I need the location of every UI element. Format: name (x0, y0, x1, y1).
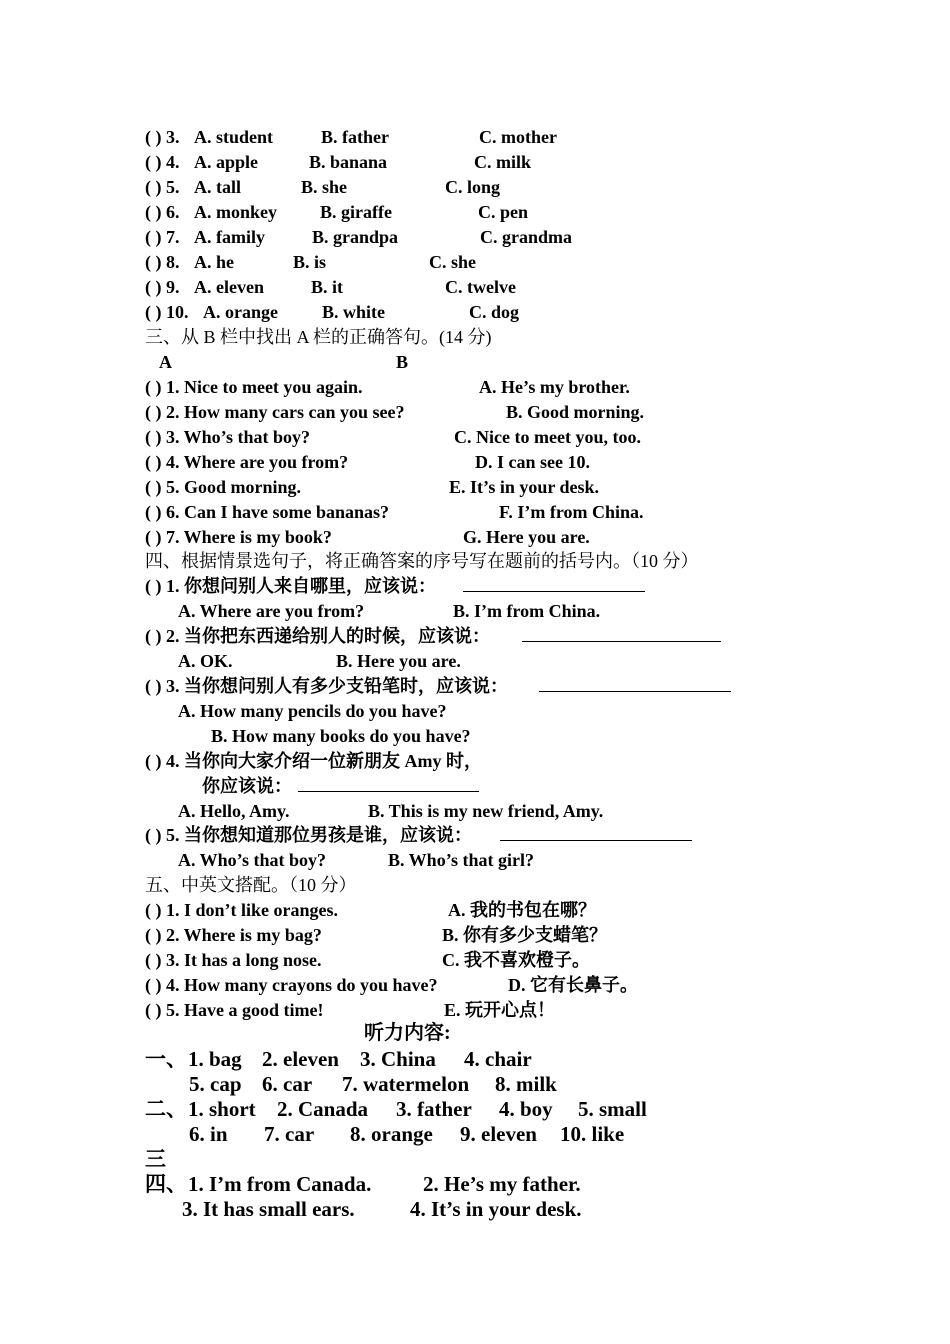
question: ( ) 4. How many crayons do you have? (145, 975, 438, 995)
option-a: A. he (194, 252, 234, 272)
question-text: ( ) 5. 当你想知道那位男孩是谁，应该说： (145, 825, 472, 845)
answer-paren: ( ) 4. (145, 152, 180, 172)
option-b: B. giraffe (320, 202, 392, 222)
question-text: ( ) 1. 你想问别人来自哪里，应该说： (145, 576, 436, 596)
listening-item: 2. Canada (277, 1097, 369, 1121)
option-b: B. This is my new friend, Amy. (368, 801, 604, 821)
option-a: A. Who’s that boy? (178, 850, 327, 870)
option-a: A. orange (203, 302, 278, 322)
option-b: B. is (293, 252, 327, 272)
listening-item: 4. It’s in your desk. (410, 1197, 582, 1221)
answer: E. It’s in your desk. (449, 477, 600, 497)
column-label-a: A (159, 352, 172, 372)
option-b: B. father (321, 127, 389, 147)
option-b: B. Who’s that girl? (388, 850, 535, 870)
section-label: 一、 (145, 1047, 187, 1071)
answer-blank (463, 575, 645, 597)
option-b: B. grandpa (312, 227, 399, 247)
section-label: 二、 (145, 1097, 187, 1121)
question: ( ) 2. Where is my bag? (145, 925, 322, 945)
option-a: A. monkey (194, 202, 278, 222)
answer: C. 我不喜欢橙子。 (442, 950, 590, 970)
listening-item: 3. It has small ears. (182, 1197, 355, 1221)
answer-paren: ( ) 9. (145, 277, 180, 297)
listening-item: 10. like (560, 1122, 625, 1146)
option-a: A. How many pencils do you have? (178, 701, 447, 721)
option-c: C. she (429, 252, 477, 272)
section-heading: 五、中英文搭配。（10 分） (145, 875, 357, 895)
option-a: A. tall (194, 177, 241, 197)
answer: A. He’s my brother. (479, 377, 630, 397)
section-label: 四、 (145, 1172, 187, 1196)
section-heading: 四、根据情景选句子，将正确答案的序号写在题前的括号内。（10 分） (145, 551, 699, 571)
question: ( ) 6. Can I have some bananas? (145, 502, 390, 522)
listening-item: 8. orange (350, 1122, 433, 1146)
option-c: C. pen (478, 202, 529, 222)
answer-blank (500, 824, 692, 846)
question: ( ) 4. Where are you from? (145, 452, 349, 472)
option-b: B. banana (309, 152, 388, 172)
column-label-b: B (396, 352, 409, 372)
question: ( ) 3. It has a long nose. (145, 950, 322, 970)
question-text: ( ) 4. 当你向大家介绍一位新朋友 Amy 时， (145, 751, 482, 771)
option-a: A. eleven (194, 277, 264, 297)
answer-blank (522, 625, 721, 647)
option-a: A. family (194, 227, 265, 247)
listening-item: 1. I’m from Canada. (188, 1172, 372, 1196)
listening-item: 5. small (578, 1097, 647, 1121)
option-c: C. long (445, 177, 501, 197)
answer: C. Nice to meet you, too. (454, 427, 641, 447)
listening-item: 8. milk (495, 1072, 557, 1096)
section-heading: 三、从 B 栏中找出 A 栏的正确答句。(14 分) (145, 327, 492, 347)
answer-paren: ( ) 7. (145, 227, 180, 247)
listening-item: 7. watermelon (342, 1072, 470, 1096)
listening-item: 6. car (262, 1072, 313, 1096)
option-a: A. Where are you from? (178, 601, 365, 621)
listening-item: 1. bag (188, 1047, 242, 1071)
question: ( ) 5. Good morning. (145, 477, 302, 497)
option-c: C. mother (479, 127, 557, 147)
answer-paren: ( ) 6. (145, 202, 180, 222)
question-text: 你应该说： (202, 776, 292, 796)
option-b: B. white (322, 302, 385, 322)
option-b: B. it (311, 277, 344, 297)
option-a: A. student (194, 127, 274, 147)
option-c: C. dog (469, 302, 520, 322)
answer-blank (298, 775, 479, 797)
option-b: B. Here you are. (336, 651, 461, 671)
answer-paren: ( ) 10. (145, 302, 189, 322)
question: ( ) 7. Where is my book? (145, 527, 332, 547)
answer: D. 它有长鼻子。 (508, 975, 638, 995)
answer: D. I can see 10. (475, 452, 590, 472)
question: ( ) 1. I don’t like oranges. (145, 900, 338, 920)
question: ( ) 5. Have a good time! (145, 1000, 324, 1020)
option-b: B. I’m from China. (453, 601, 601, 621)
listening-item: 5. cap (189, 1072, 242, 1096)
listening-item: 4. boy (499, 1097, 553, 1121)
listening-title: 听力内容: (364, 1022, 451, 1044)
question: ( ) 3. Who’s that boy? (145, 427, 311, 447)
listening-item: 3. father (396, 1097, 472, 1121)
option-c: C. twelve (445, 277, 516, 297)
question: ( ) 1. Nice to meet you again. (145, 377, 363, 397)
option-b: B. she (301, 177, 348, 197)
listening-item: 4. chair (464, 1047, 532, 1071)
listening-item: 3. China (360, 1047, 436, 1071)
question-text: ( ) 2. 当你把东西递给别人的时候，应该说： (145, 626, 490, 646)
listening-item: 2. He’s my father. (423, 1172, 581, 1196)
answer-paren: ( ) 3. (145, 127, 180, 147)
option-b: B. How many books do you have? (211, 726, 471, 746)
listening-item: 2. eleven (262, 1047, 339, 1071)
answer-paren: ( ) 5. (145, 177, 180, 197)
listening-item: 7. car (264, 1122, 315, 1146)
answer: E. 玩开心点！ (444, 1000, 556, 1020)
listening-item: 9. eleven (460, 1122, 537, 1146)
question-text: ( ) 3. 当你想问别人有多少支铅笔时，应该说： (145, 676, 508, 696)
section-label: 三 (145, 1147, 166, 1171)
option-a: A. apple (194, 152, 259, 172)
answer-paren: ( ) 8. (145, 252, 180, 272)
answer: A. 我的书包在哪？ (448, 900, 596, 920)
listening-item: 1. short (188, 1097, 256, 1121)
option-a: A. Hello, Amy. (178, 801, 290, 821)
option-c: C. grandma (480, 227, 573, 247)
answer: B. 你有多少支蜡笔？ (442, 925, 608, 945)
answer: F. I’m from China. (499, 502, 644, 522)
option-c: C. milk (474, 152, 532, 172)
answer: B. Good morning. (506, 402, 645, 422)
option-a: A. OK. (178, 651, 233, 671)
answer-blank (539, 675, 731, 697)
question: ( ) 2. How many cars can you see? (145, 402, 405, 422)
listening-item: 6. in (189, 1122, 228, 1146)
answer: G. Here you are. (463, 527, 590, 547)
